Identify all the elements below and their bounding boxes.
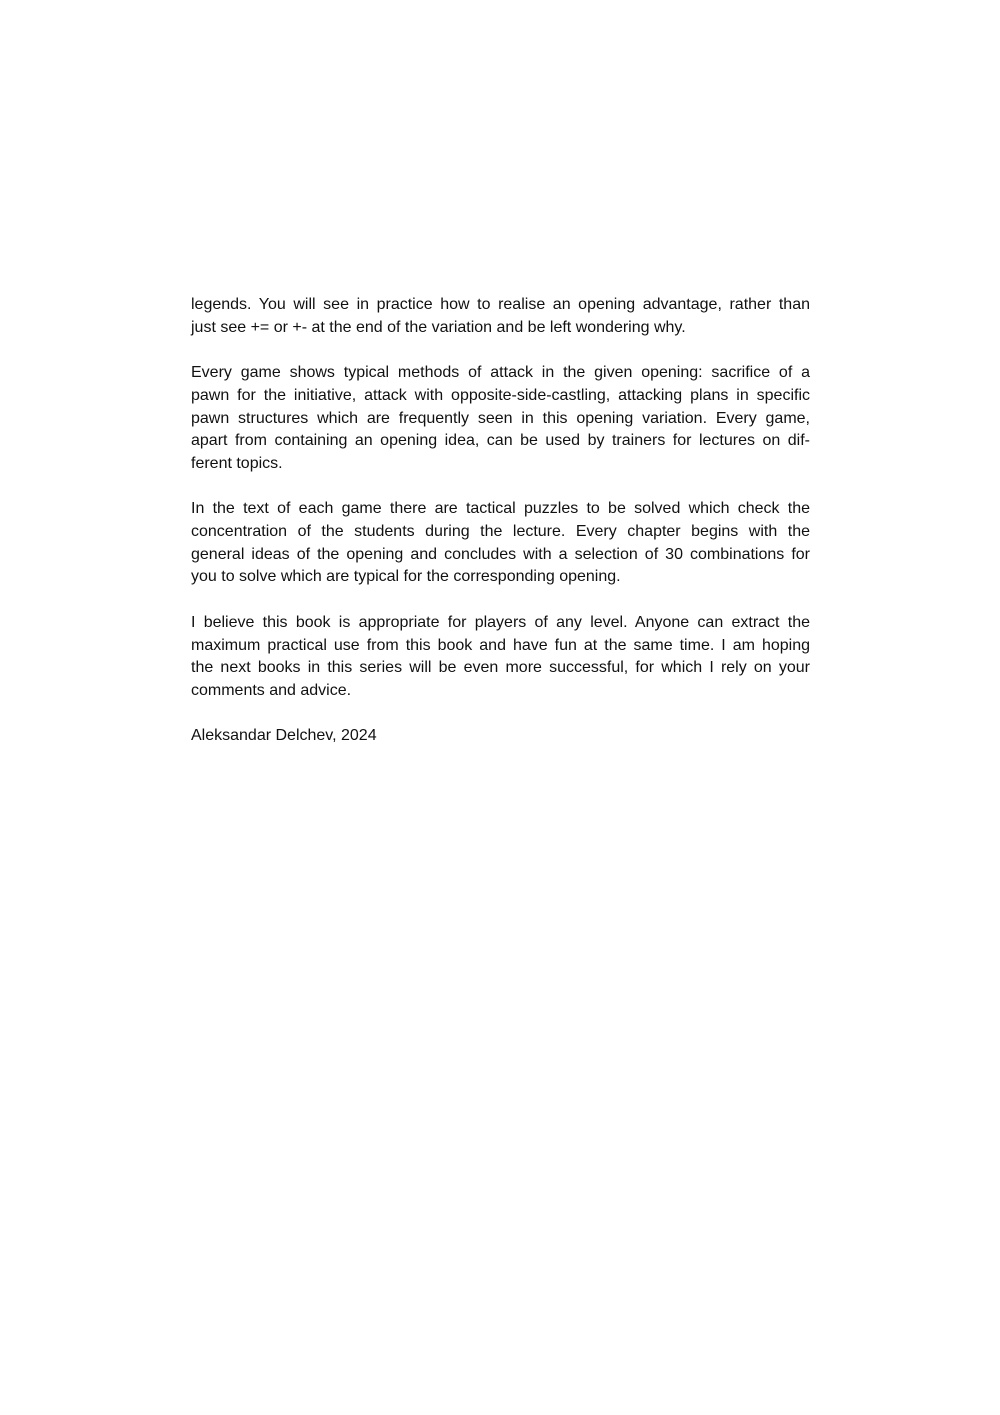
text-line: pawn for the initiative, attack with opposite-side-castling, attacking plans in specific <box>191 386 810 404</box>
paragraph-4 <box>191 612 810 703</box>
text-line: In the text of each game there are tactical puzzles to be solved which check the <box>191 500 810 518</box>
text-line: ferent topics. <box>191 454 283 472</box>
text-line: Every game shows typical methods of attack in the given opening: sacrifice of a <box>191 364 810 382</box>
author-signature: Aleksandar Delchev, 2024 <box>191 727 377 745</box>
text-line: I believe this book is appropriate for players of any level. Anyone can extract the <box>191 613 810 631</box>
text-line: comments and advice. <box>191 681 352 699</box>
text-line: concentration of the students during the lecture. Every chapter begins with the <box>191 523 810 540</box>
text-line: legends. You will see in practice how to realise an opening advantage, rather than <box>191 296 810 313</box>
text-line: you to solve which are typical for the corresponding opening. <box>191 568 621 586</box>
text-line: pawn structures which are frequently seen in this opening variation. Every game, <box>191 409 810 427</box>
text-line: maximum practical use from this book and have fun at the same time. I am hoping <box>191 636 810 654</box>
paragraph-1 <box>191 294 810 339</box>
text-line: general ideas of the opening and concludes with a selection of 30 combinations for <box>191 545 810 563</box>
body-text <box>191 294 810 748</box>
text-line: apart from containing an opening idea, can be used by trainers for lectures on dif- <box>191 432 810 450</box>
paragraph-2 <box>191 362 810 476</box>
text-line: the next books in this series will be even more successful, for which I rely on your <box>191 659 810 677</box>
text-line: just see += or +- at the end of the variation and be left wondering why. <box>191 318 686 336</box>
paragraph-3 <box>191 498 810 589</box>
